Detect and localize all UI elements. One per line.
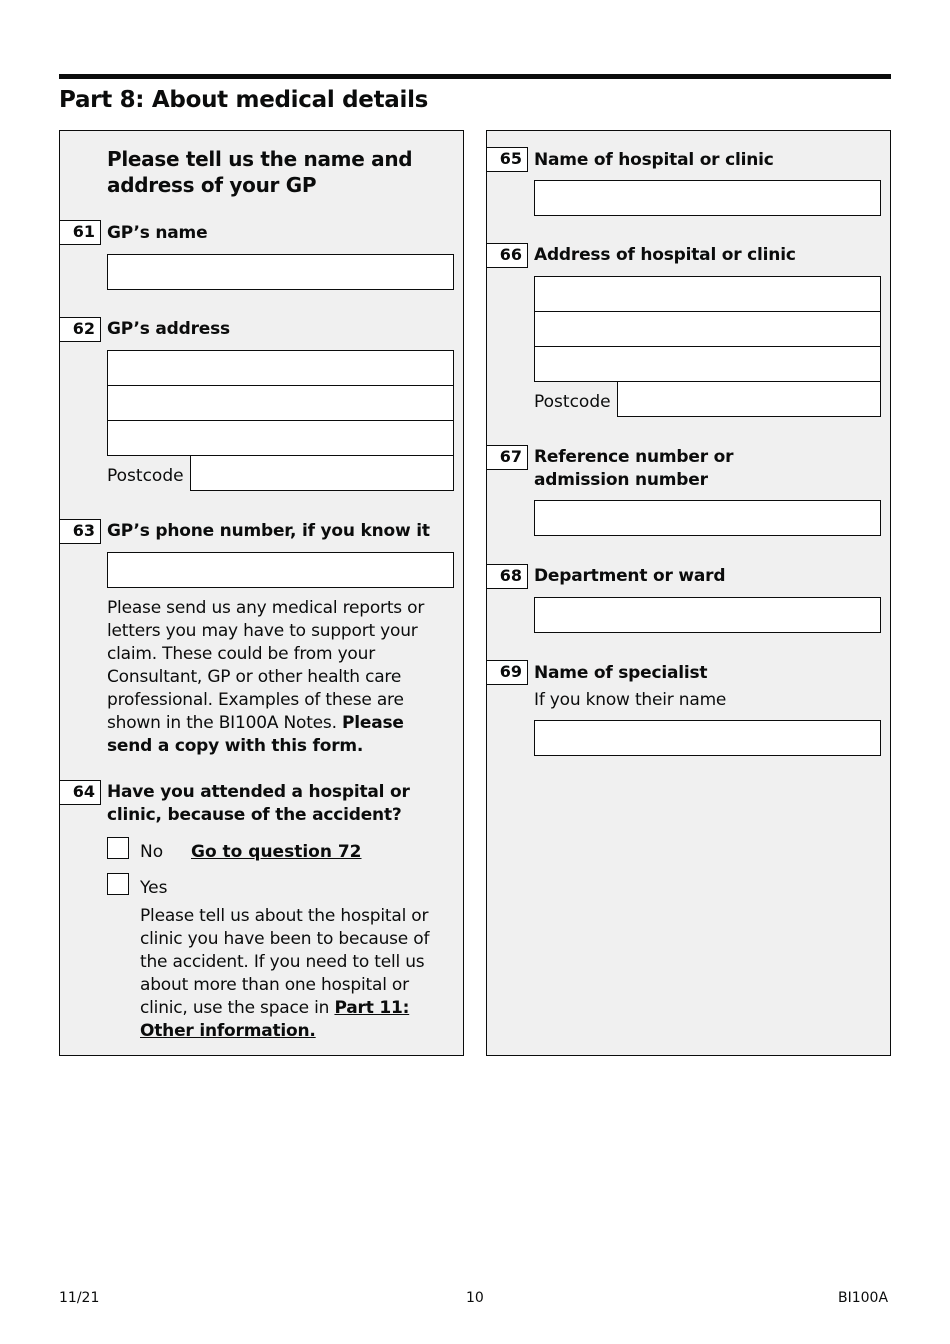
top-rule	[59, 74, 891, 79]
medical-reports-info-strong: Please send a copy with this form.	[107, 713, 404, 756]
hospital-name-input[interactable]	[534, 180, 881, 216]
hospital-postcode-label: Postcode	[534, 392, 611, 412]
specialist-name-input[interactable]	[534, 720, 881, 756]
go-to-question-72-link[interactable]: Go to question 72	[191, 842, 362, 862]
footer-page-number: 10	[466, 1290, 484, 1306]
gp-postcode-label: Postcode	[107, 466, 184, 486]
question-number-66: 66	[487, 243, 528, 268]
question-number-69: 69	[487, 660, 528, 685]
gp-postcode-input[interactable]	[190, 455, 454, 491]
question-number-67: 67	[487, 445, 528, 470]
question-label-65: Name of hospital or clinic	[534, 150, 774, 170]
page-title: Part 8: About medical details	[59, 87, 429, 113]
gp-address-line-1-input[interactable]	[107, 350, 454, 386]
question-number-61: 61	[60, 220, 101, 245]
question-number-64: 64	[60, 780, 101, 805]
question-number-65: 65	[487, 147, 528, 172]
question-label-62: GP’s address	[107, 319, 230, 339]
hospital-postcode-input[interactable]	[617, 381, 881, 417]
hospital-address-line-3-input[interactable]	[534, 346, 881, 382]
gp-phone-input[interactable]	[107, 552, 454, 588]
gp-address-line-2-input[interactable]	[107, 385, 454, 421]
hospital-address-line-2-input[interactable]	[534, 311, 881, 347]
question-number-68: 68	[487, 564, 528, 589]
hospital-attended-no-checkbox[interactable]	[107, 837, 129, 859]
footer-date: 11/21	[59, 1290, 100, 1306]
hospital-address-line-1-input[interactable]	[534, 276, 881, 312]
gp-name-input[interactable]	[107, 254, 454, 290]
specialist-hint: If you know their name	[534, 690, 727, 710]
reference-number-input[interactable]	[534, 500, 881, 536]
medical-reports-info	[107, 597, 437, 758]
hospital-yes-info	[140, 905, 440, 1043]
gp-details-panel	[59, 130, 464, 1056]
hospital-attended-yes-label: Yes	[140, 878, 168, 898]
hospital-attended-no-label: No	[140, 842, 164, 862]
department-ward-input[interactable]	[534, 597, 881, 633]
part-11-other-information-link[interactable]: Part 11: Other information.	[140, 998, 410, 1041]
gp-address-line-3-input[interactable]	[107, 420, 454, 456]
hospital-attended-yes-checkbox[interactable]	[107, 873, 129, 895]
medical-reports-info-text: Please send us any medical reports or letters you may have to support your claim. These could be from your Consultant, GP or other health care professional. Examples of these are shown in the BI100A Notes.	[107, 598, 425, 733]
question-label-67: Reference number or admission number	[534, 447, 734, 490]
question-label-68: Department or ward	[534, 566, 726, 586]
question-number-63: 63	[60, 519, 101, 544]
question-label-69: Name of specialist	[534, 663, 708, 683]
question-label-64: Have you attended a hospital or clinic, because of the accident?	[107, 782, 410, 825]
question-label-63: GP’s phone number, if you know it	[107, 521, 430, 541]
hospital-yes-info-text: Please tell us about the hospital or clinic you have been to because of the accident. If you need to tell us about more than one hospital or clinic, use the space in	[140, 906, 430, 1018]
footer-form-code: BI100A	[838, 1290, 889, 1306]
hospital-details-panel	[486, 130, 891, 1056]
question-label-66: Address of hospital or clinic	[534, 245, 796, 265]
gp-intro-heading: Please tell us the name and address of your GP	[107, 147, 413, 197]
question-label-61: GP’s name	[107, 223, 208, 243]
question-number-62: 62	[60, 317, 101, 342]
